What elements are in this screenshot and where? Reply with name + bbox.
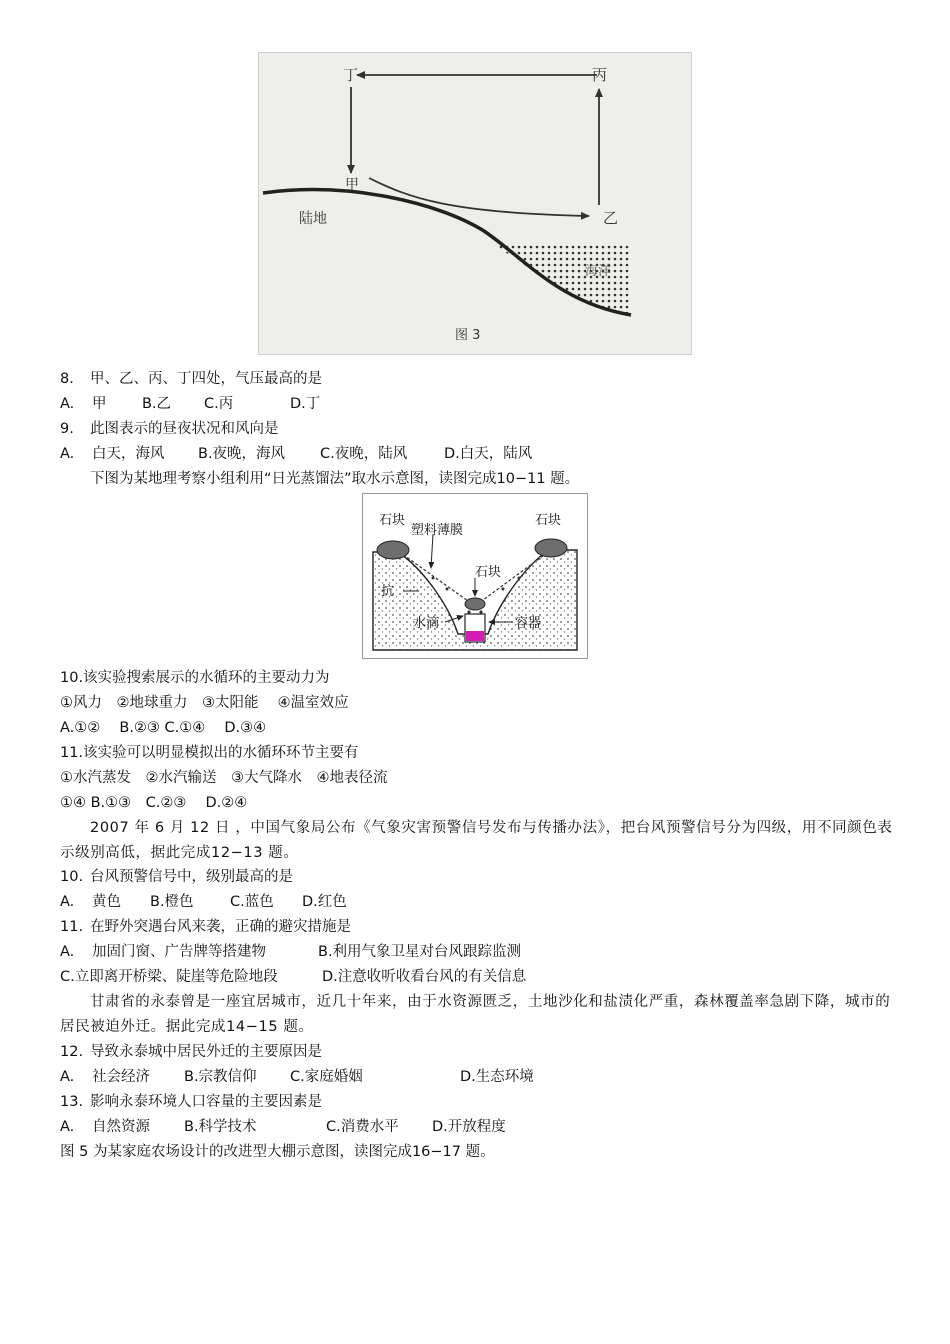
q13-option-a: 自然资源 — [92, 1119, 150, 1135]
q11a-options: ①④ B.①③ C.②③ D.②④ — [60, 795, 248, 811]
q10b-option-c: C.蓝色 — [230, 894, 274, 910]
q9-option-a: 白天，海风 — [92, 446, 165, 462]
q8-option-a: 甲 — [92, 396, 107, 412]
sea-land-breeze-diagram — [259, 53, 691, 354]
label-bing: 丙 — [592, 66, 608, 84]
question-10b — [60, 867, 293, 887]
q10b-option-b: B.橙色 — [150, 894, 194, 910]
q11a-choices: ①水汽蒸发 ②水汽输送 ③大气降水 ④地表径流 — [60, 770, 388, 786]
q13-option-d: D.开放程度 — [432, 1119, 506, 1135]
q11b-stem: 在野外突遇台风来袭，正确的避灾措施是 — [90, 919, 351, 935]
label-ding: 丁 — [343, 66, 359, 84]
intro-12-13: 2007 年 6 月 12 日 ，中国气象局公布《气象灾害预警信号发布与传播办法》，把台风预警信号分为四级，用不同颜色表示级别高低，据此完成12−13 题。 — [60, 820, 893, 861]
label-film: 塑料薄膜 — [411, 523, 464, 538]
q9-option-a-label: A. — [60, 446, 75, 462]
q10a-choices: ①风力 ②地球重力 ③太阳能 ④温室效应 — [60, 695, 349, 711]
solar-still-diagram — [363, 494, 587, 658]
q12-option-c: C.家庭婚姻 — [290, 1069, 363, 1085]
question-13 — [60, 1092, 322, 1112]
question-12 — [60, 1042, 322, 1062]
intro-14-15: 甘肃省的永泰曾是一座宜居城市，近几十年来，由于水资源匮乏，土地沙化和盐渍化严重，森林覆盖率急剧下降，城市的居民被迫外迁。据此完成14−15 题。 — [60, 994, 891, 1035]
q12-option-b: B.宗教信仰 — [184, 1069, 257, 1085]
q12-stem: 导致永泰城中居民外迁的主要原因是 — [90, 1044, 322, 1060]
q13-stem: 影响永泰环境人口容量的主要因素是 — [90, 1094, 322, 1110]
q9-option-d: D.白天，陆风 — [444, 446, 533, 462]
q13-option-a-label: A. — [60, 1119, 75, 1135]
q8-number: 8. — [60, 371, 74, 387]
arrow-jia-to-yi — [369, 178, 589, 216]
q10a-stem: 10.该实验搜索展示的水循环的主要动力为 — [60, 670, 330, 686]
q11b-option-c: C.立即离开桥梁、陡崖等危险地段 — [60, 969, 278, 985]
q9-option-b: B.夜晚，海风 — [198, 446, 286, 462]
q12-option-d: D.生态环境 — [460, 1069, 534, 1085]
label-stone-right: 石块 — [535, 513, 562, 528]
q11b-option-a: 加固门窗、广告牌等搭建物 — [92, 944, 266, 960]
q11a-stem: 11.该实验可以明显模拟出的水循环环节主要有 — [60, 745, 359, 761]
q12-number: 12. — [60, 1044, 84, 1060]
q11b-option-d: D.注意收听收看台风的有关信息 — [322, 969, 527, 985]
q11b-option-a-label: A. — [60, 944, 75, 960]
q10b-option-a-label: A. — [60, 894, 75, 910]
question-11b — [60, 917, 351, 937]
q8-option-d: D.丁 — [290, 396, 321, 412]
q12-option-a-label: A. — [60, 1069, 75, 1085]
question-9 — [60, 419, 279, 439]
label-land: 陆地 — [299, 211, 327, 227]
collected-water — [466, 631, 484, 641]
q13-number: 13. — [60, 1094, 84, 1110]
stone-left — [377, 541, 409, 559]
stone-center — [465, 598, 485, 610]
q13-option-b: B.科学技术 — [184, 1119, 257, 1135]
q11b-number: 11. — [60, 919, 84, 935]
label-drop: 水滴 — [413, 616, 440, 631]
q8-option-c: C.丙 — [204, 396, 234, 412]
intro-16-17: 图 5 为某家庭农场设计的改进型大棚示意图，读图完成16−17 题。 — [60, 1144, 495, 1160]
figure-sea-land-breeze — [258, 52, 692, 355]
label-container: 容器 — [515, 616, 542, 631]
figure-solar-still — [362, 493, 588, 659]
label-stone-left: 石块 — [379, 513, 406, 528]
label-sea: 海洋 — [585, 264, 612, 279]
label-pit: 抗 — [381, 584, 395, 599]
q10b-option-d: D.红色 — [302, 894, 347, 910]
q8-option-b: B.乙 — [142, 396, 172, 412]
q13-option-c: C.消费水平 — [326, 1119, 399, 1135]
intro-10-11: 下图为某地理考察小组利用“日光蒸馏法”取水示意图，读图完成10−11 题。 — [90, 471, 580, 487]
q9-option-c: C.夜晚，陆风 — [320, 446, 408, 462]
stone-right — [535, 539, 567, 557]
q9-stem: 此图表示的昼夜状况和风向是 — [90, 421, 279, 437]
q9-number: 9. — [60, 421, 74, 437]
question-8 — [60, 369, 322, 389]
figure1-caption: 图 3 — [455, 328, 481, 343]
label-jia: 甲 — [345, 177, 359, 193]
q10a-options: A.①② B.②③ C.①④ D.③④ — [60, 720, 267, 736]
q10b-option-a: 黄色 — [92, 894, 121, 910]
label-yi: 乙 — [603, 209, 619, 227]
q12-option-a: 社会经济 — [92, 1069, 150, 1085]
label-stone-center: 石块 — [475, 565, 502, 580]
q8-option-a-label: A. — [60, 396, 75, 412]
q11b-option-b: B.利用气象卫星对台风跟踪监测 — [318, 944, 522, 960]
q10b-stem: 台风预警信号中，级别最高的是 — [90, 869, 293, 885]
q10b-number: 10. — [60, 869, 84, 885]
q8-stem: 甲、乙、丙、丁四处，气压最高的是 — [90, 371, 322, 387]
